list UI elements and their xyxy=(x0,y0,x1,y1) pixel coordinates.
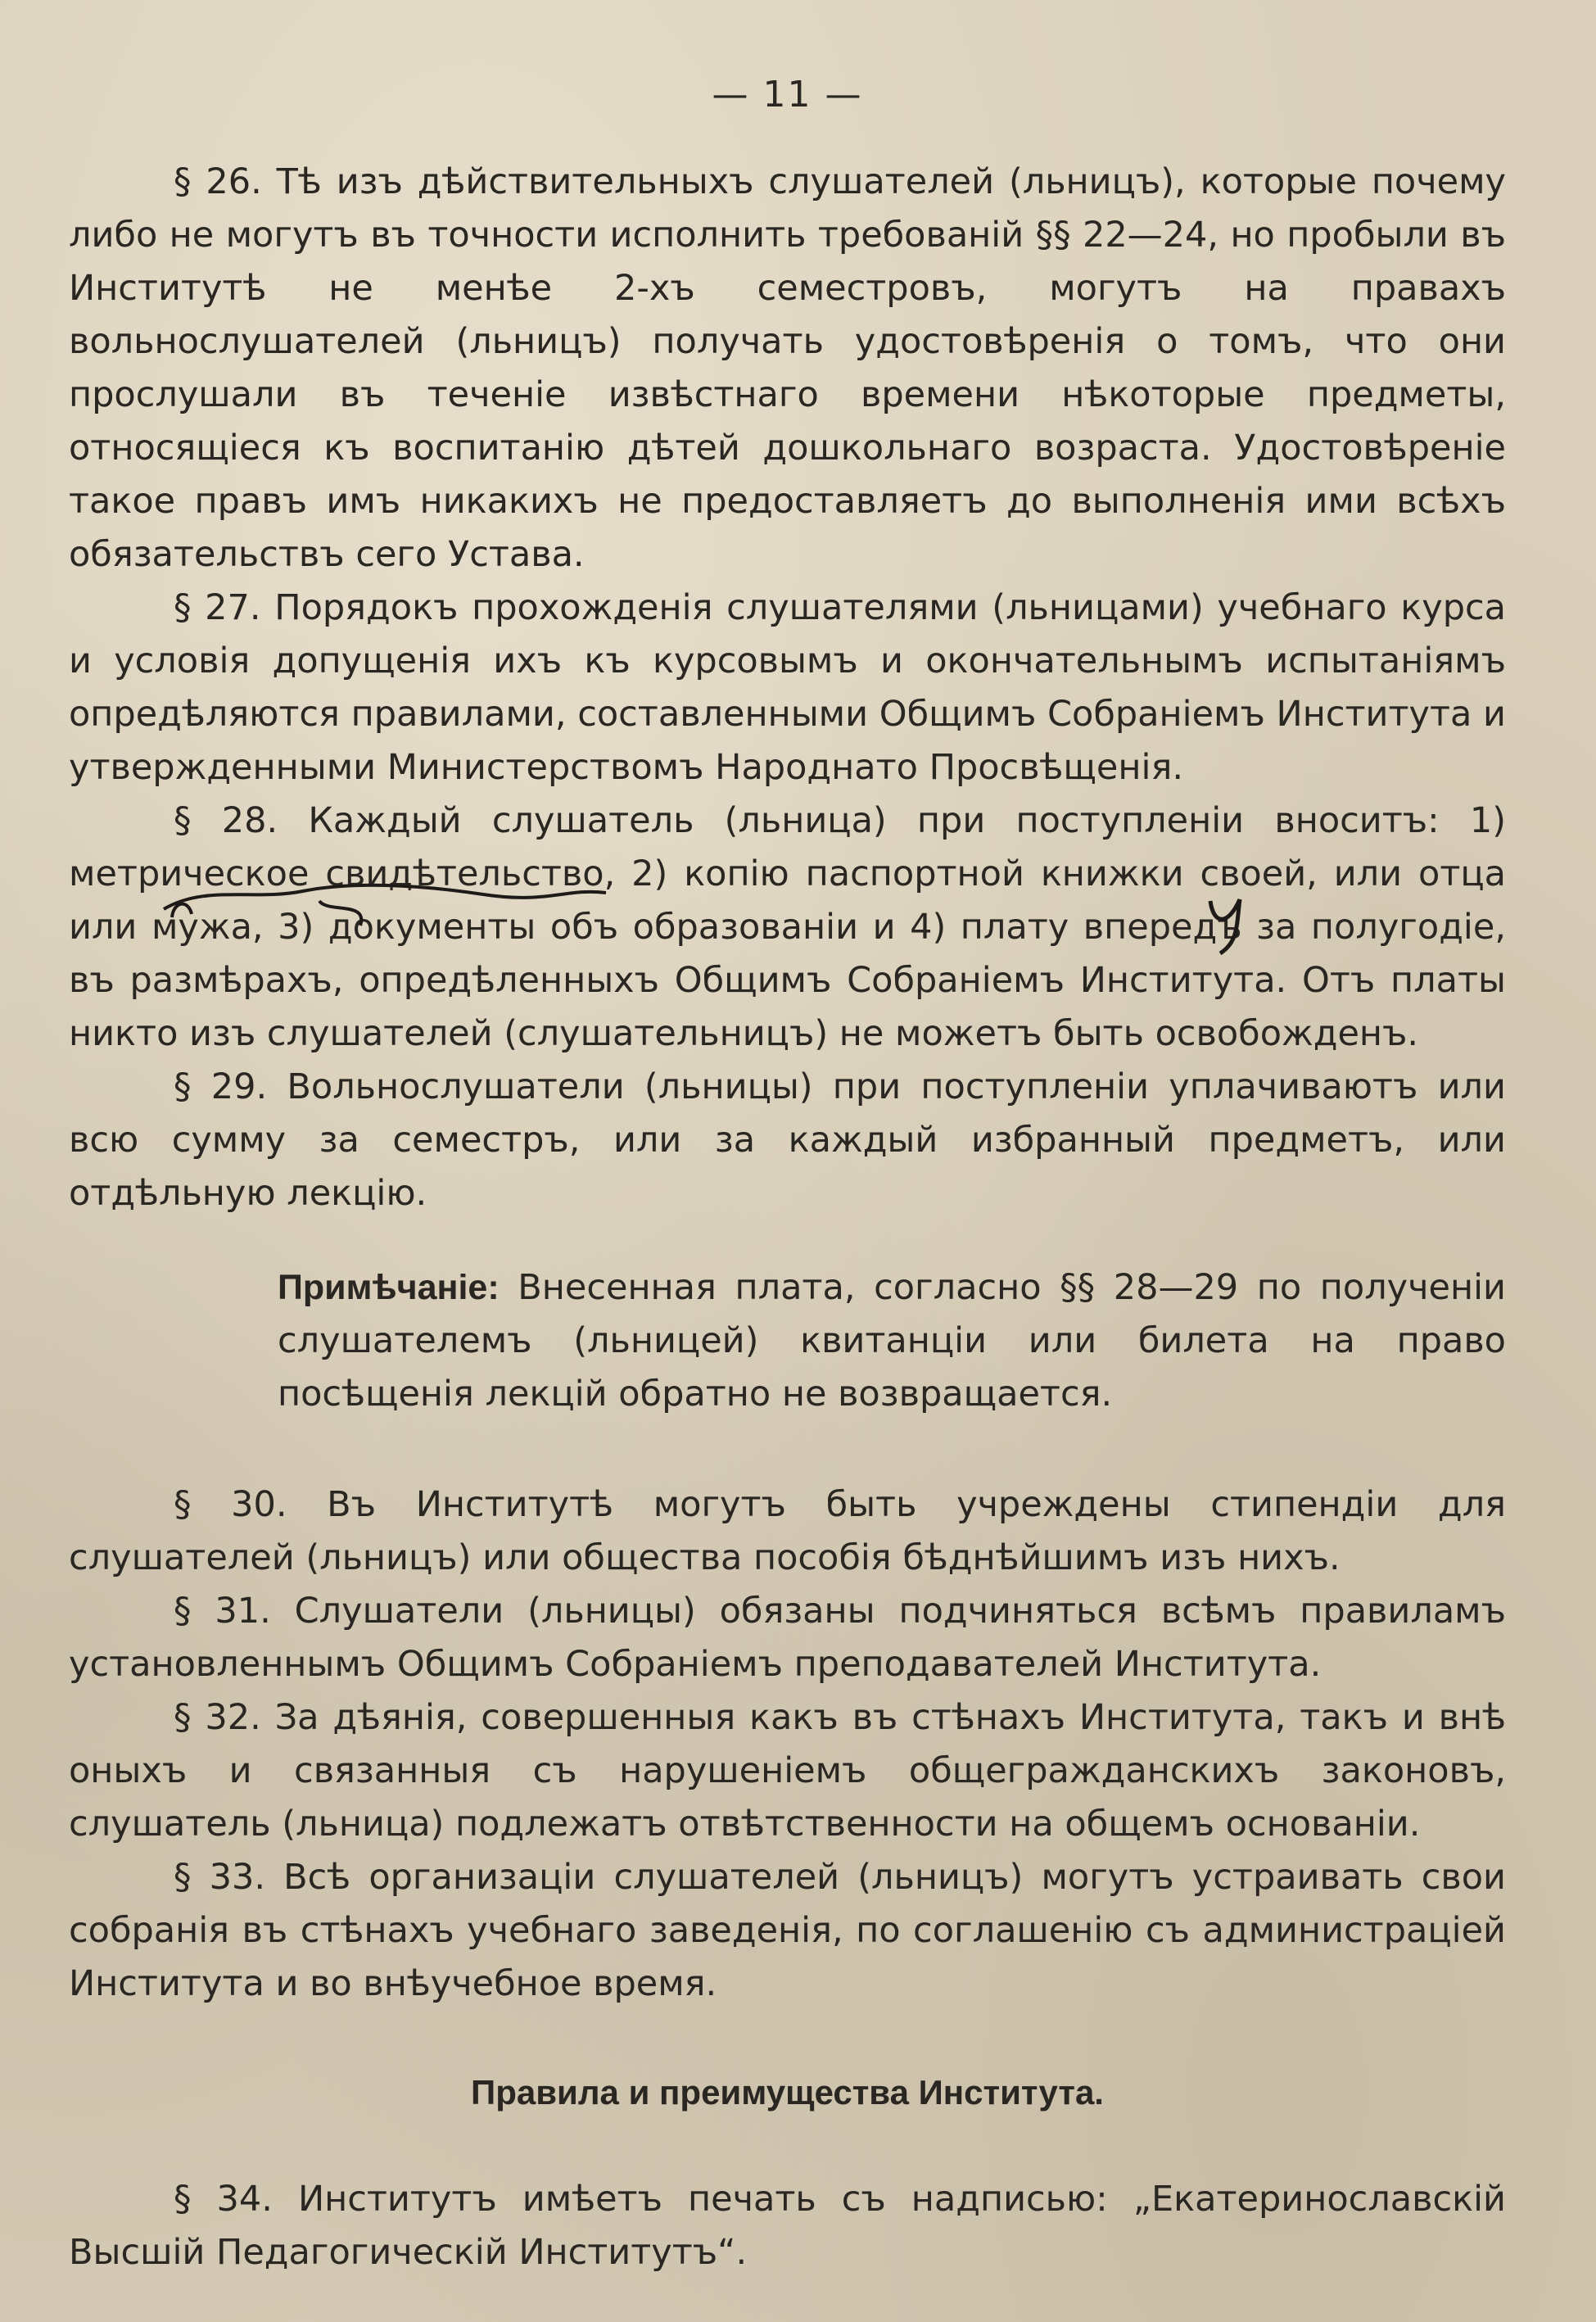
note-label: Примѣчаніе: xyxy=(278,1268,500,1307)
paragraph-32: § 32. За дѣянія, совершенныя какъ въ стѣнахъ Института, такъ и внѣ оныхъ и связанныя съ нарушеніемъ общегражданскихъ законовъ, слушатель (льница) подлежатъ отвѣтственности на общемъ основаніи. xyxy=(69,1697,1506,1844)
handwritten-annotation-icon xyxy=(156,876,614,934)
paragraph-31: § 31. Слушатели (льницы) обязаны подчиняться всѣмъ правиламъ установленнымъ Общимъ Собраніемъ преподавателей Института. xyxy=(69,1591,1506,1685)
note-text: Внесенная плата, согласно §§ 28—29 по полученіи слушателемъ (льницей) квитанціи или билета на право посѣщенія лекцій обратно не возвращается. xyxy=(278,1267,1507,1414)
paragraph-33: § 33. Всѣ организаціи слушателей (льницъ) могутъ устраивать свои собранія въ стѣнахъ учебнаго заведенія, по соглашенію съ администраціей Института и во внѣучебное время. xyxy=(69,1857,1506,2004)
note-block xyxy=(278,1261,1506,1421)
paragraph-27: § 27. Порядокъ прохожденія слушателями (льницами) учебнаго курса и условія допущенія ихъ къ курсовымъ и окончательнымъ испытаніямъ опредѣляются правилами, составленными Общимъ Собраніемъ Института и утвержденными Министерствомъ Народнато Просвѣщенія. xyxy=(69,587,1506,788)
paragraph-30: § 30. Въ Институтѣ могутъ быть учреждены стипендіи для слушателей (льницъ) или общества пособія бѣднѣйшимъ изъ нихъ. xyxy=(69,1484,1506,1578)
page-number: — 11 — xyxy=(712,74,863,115)
section-heading: Правила и преимущества Института. xyxy=(471,2073,1104,2112)
paragraph-26: § 26. Тѣ изъ дѣйствительныхъ слушателей (льницъ), которые почему либо не могутъ въ точности исполнить требованій §§ 22—24, но пробыли въ Институтѣ не менѣе 2-хъ семестровъ, могутъ на правахъ вольнослушателей (льницъ) получать удостовѣренія о томъ, что они прослушали въ теченіе извѣстнаго времени нѣкоторые предметы, относящіеся къ воспитанію дѣтей дошкольнаго возраста. Удостовѣреніе такое правъ имъ никакихъ не предоставляетъ до выполненія ими всѣхъ обязательствъ сего Устава. xyxy=(69,161,1506,575)
paragraph-34: § 34. Институтъ имѣетъ печать съ надписью: „Екатеринославскій Высшій Педагогическій Институтъ“. xyxy=(69,2179,1506,2273)
paragraph-28: § 28. Каждый слушатель (льница) при поступленіи вноситъ: 1) метрическое свидѣтельство, 2) копію паспортной книжки своей, или отца или мужа, 3) документы объ образованіи и 4) плату впередъ за полугодіе, въ размѣрахъ, опредѣленныхъ Общимъ Собраніемъ Института. Отъ платы никто изъ слушателей (слушательницъ) не можетъ быть освобожденъ. xyxy=(69,800,1506,1054)
paragraph-29: § 29. Вольнослушатели (льницы) при поступленіи уплачиваютъ или всю сумму за семестръ, или за каждый избранный предметъ, или отдѣльную лекцію. xyxy=(69,1066,1506,1214)
handwritten-letter-icon xyxy=(1204,893,1253,958)
